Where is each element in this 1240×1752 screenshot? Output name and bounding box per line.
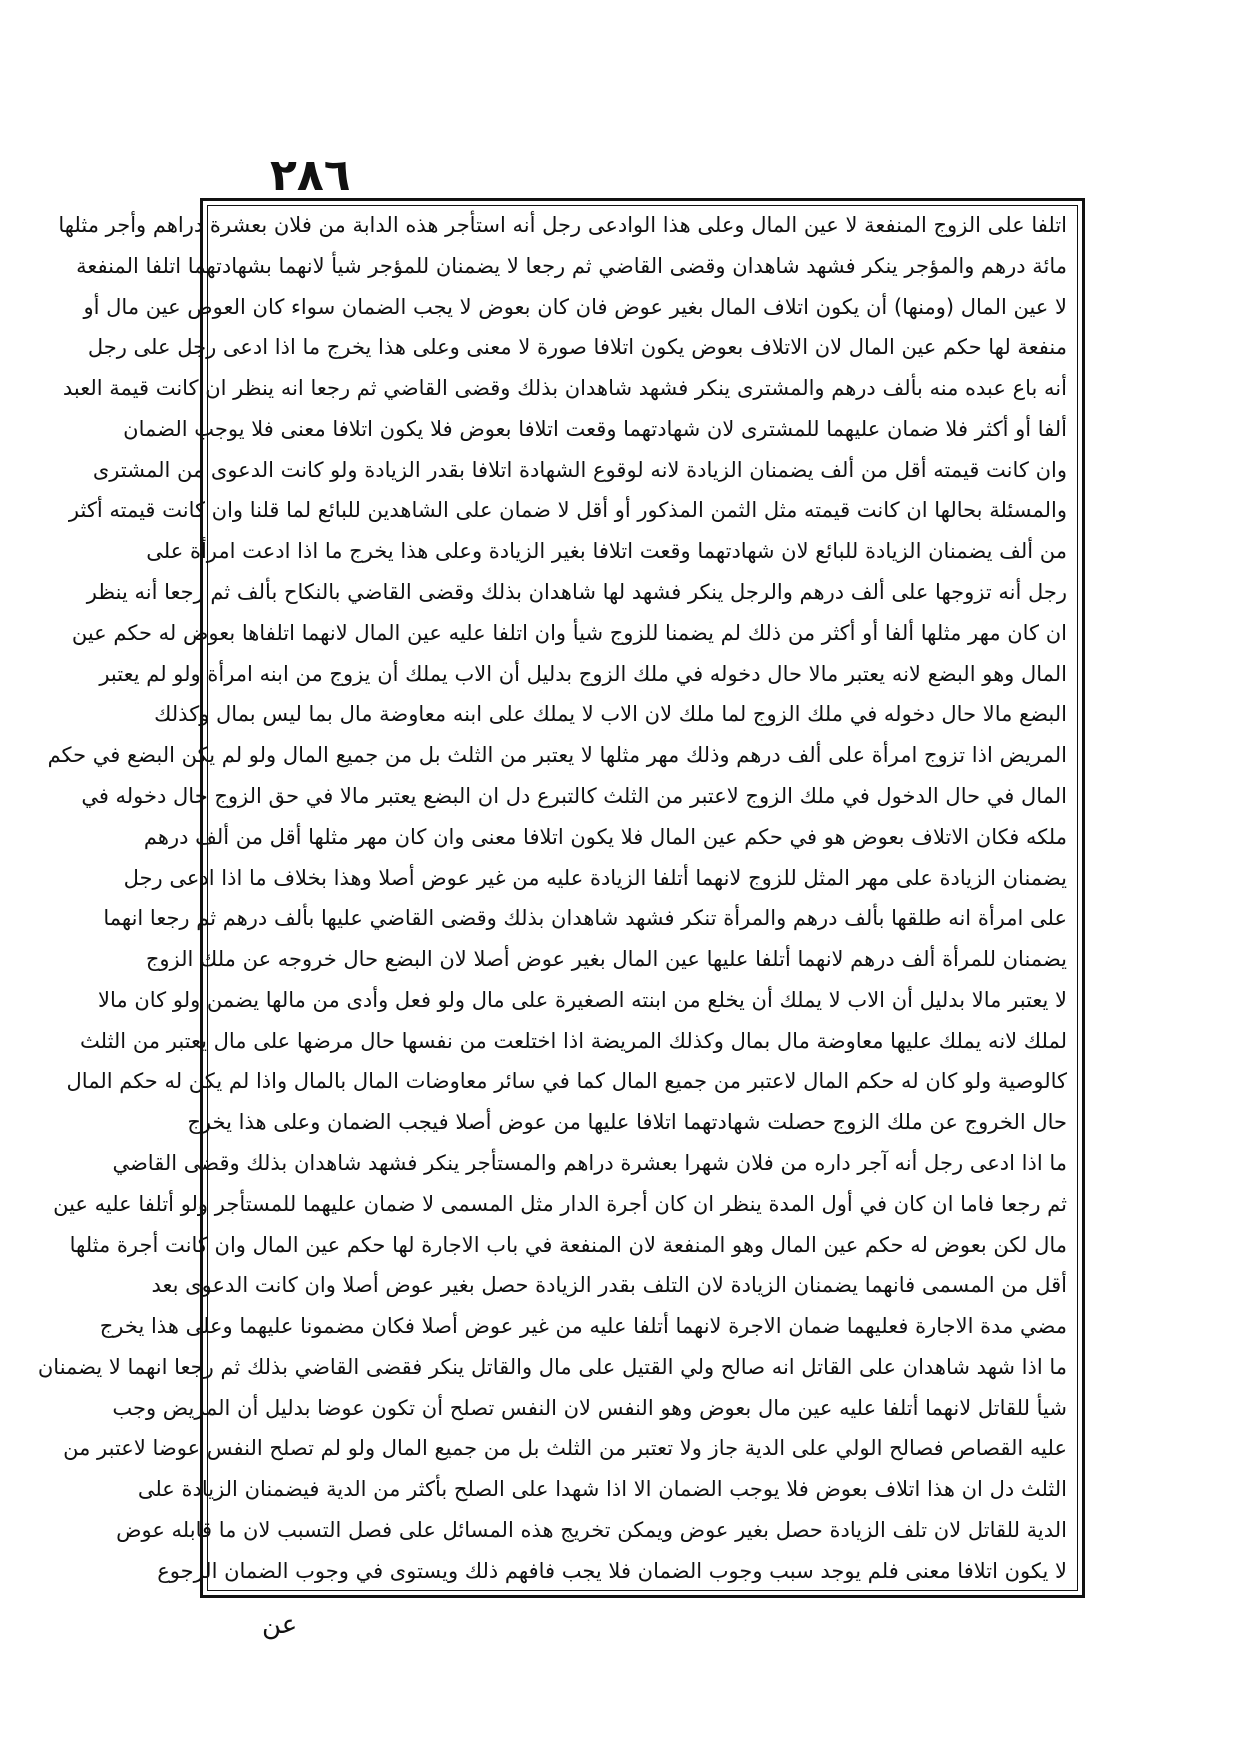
text-line: أنه باع عبده منه بألف درهم والمشترى ينكر فشهد شاهدان بذلك وقضى القاضي ثم رجعا انه ينظر ان كانت قيمة العبد (62, 376, 1067, 401)
text-line: الدية للقاتل لان تلف الزيادة حصل بغير عوض ويمكن تخريج هذه المسائل على فصل التسبب لان ما قابله عوض (116, 1518, 1067, 1542)
text-line: لا يعتبر مالا بدليل أن الاب لا يملك أن يخلع من ابنته الصغيرة على مال ولو فعل وأدى من مالها يضمن ولو كان مالا (98, 987, 1067, 1012)
text-line: مال لكن بعوض له حكم عين المال وهو المنفعة لان المنفعة في باب الاجارة لها حكم عين المال وان كانت أجرة مثلها (69, 1232, 1067, 1257)
text-line: ان كان مهر مثلها ألفا أو أكثر من ذلك لم يضمنا للزوج شيأ وان اتلفا عليه عين المال لانهما اتلفاها بعوض له حكم عين (71, 620, 1067, 645)
text-line: منفعة لها حكم عين المال لان الاتلاف بعوض يكون اتلافا صورة لا معنى وعلى هذا يخرج ما اذا ادعى رجل على رجل (87, 335, 1067, 360)
text-line: المال وهو البضع لانه يعتبر مالا حال دخوله في ملك الزوج بدليل أن الاب يملك أن يزوج من ابنه امرأة ولو لم يعتبر (99, 661, 1067, 686)
text-line: ألفا أو أكثر فلا ضمان عليهما للمشترى لان شهادتهما وقعت اتلافا بعوض فلا يكون اتلافا معنى فلا يوجب الضمان (123, 416, 1067, 441)
text-frame (37, 198, 1085, 1598)
text-line: الثلث دل ان هذا اتلاف بعوض فلا يوجب الضمان الا اذا شهدا على الصلح بأكثر من الدية فيضمنان الزيادة على (137, 1477, 1067, 1502)
text-line: يضمنان للمرأة ألف درهم لانهما أتلفا عليها عين المال بغير عوض أصلا لان البضع حال خروجه عن ملك الزوج (145, 947, 1067, 972)
text-line: ما اذا ادعى رجل أنه آجر داره من فلان شهرا بعشرة دراهم والمستأجر ينكر فشهد شاهدان بذلك وقضى القاضي (112, 1150, 1067, 1175)
text-line: رجل أنه تزوجها على ألف درهم والرجل ينكر فشهد لها شاهدان بذلك وقضى القاضي بالنكاح بألف ثم رجعا أنه ينظر (86, 580, 1067, 605)
text-line: البضع مالا حال دخوله في ملك الزوج لما ملك لان الاب لا يملك على ابنه معاوضة مال بما ليس بمال وكذلك (154, 702, 1067, 727)
text-line: أقل من المسمى فانهما يضمنان الزيادة لان التلف بقدر الزيادة حصل بغير عوض أصلا وان كانت الدعوى بعد (151, 1273, 1067, 1298)
text-line: كالوصية ولو كان له حكم المال لاعتبر من جميع المال كما في سائر معاوضات المال بالمال واذا لم يكن له حكم المال (66, 1069, 1067, 1094)
text-line: حال الخروج عن ملك الزوج حصلت شهادتهما اتلافا عليها من عوض أصلا فيجب الضمان وعلى هذا يخرج (187, 1110, 1067, 1135)
text-line: وان كانت قيمته أقل من ألف يضمنان الزيادة لانه لوقوع الشهادة اتلافا بقدر الزيادة ولو كانت الدعوى من المشترى (92, 457, 1067, 482)
text-line: مائة درهم والمؤجر ينكر فشهد شاهدان وقضى القاضي ثم رجعا لا يضمنان للمؤجر شيأ لانهما بشهادتهما اتلفا المنفعة (76, 253, 1067, 278)
catchword: عن (262, 1610, 298, 1640)
text-line: المريض اذا تزوج امرأة على ألف درهم وذلك مهر مثلها لا يعتبر من الثلث بل من جميع المال ولو لم يكن البضع في حكم (47, 743, 1067, 768)
text-line: على امرأة انه طلقها بألف درهم والمرأة تنكر فشهد شاهدان بذلك وقضى القاضي عليها بألف درهم ثم رجعا انهما (103, 906, 1067, 931)
text-line: اتلفا على الزوج المنفعة لا عين المال وعلى هذا الوادعى رجل أنه استأجر هذه الدابة من فلان بعشرة دراهم وأجر مثلها (58, 213, 1067, 237)
text-line: ملكه فكان الاتلاف بعوض هو في حكم عين المال فلا يكون اتلافا معنى وان كان مهر مثلها أقل من ألف درهم (143, 824, 1067, 849)
text-line: مضي مدة الاجارة فعليهما ضمان الاجرة لانهما أتلفا عليه من غير عوض أصلا فكان مضمونا عليهما وعلى هذا يخرج (99, 1314, 1067, 1339)
body-text (37, 210, 1067, 1586)
text-line: شيأ للقاتل لانهما أتلفا عليه عين مال بعوض وهو النفس لان النفس تصلح أن تكون عوضا بدليل أن المريض وجب (112, 1395, 1067, 1420)
page-number: ٢٨٦ (270, 150, 351, 201)
text-line: لا يكون اتلافا معنى فلم يوجد سبب وجوب الضمان فلا يجب فافهم ذلك ويستوى في وجوب الضمان الرجوع (157, 1558, 1067, 1583)
text-line: ثم رجعا فاما ان كان في أول المدة ينظر ان كان أجرة الدار مثل المسمى لا ضمان عليهما للمستأجر ولو أتلفا عليه عين (53, 1191, 1067, 1216)
text-line: المال في حال الدخول في ملك الزوج لاعتبر من الثلث كالتبرع دل ان البضع يعتبر مالا في حق الزوج حال دخوله في (81, 783, 1067, 808)
text-line: لملك لانه يملك عليها معاوضة مال بمال وكذلك المريضة اذا اختلعت من نفسها حال مرضها على مال يعتبر من الثلث (80, 1028, 1067, 1053)
text-frame-inner-border (37, 205, 1078, 1591)
text-line: ما اذا شهد شاهدان على القاتل انه صالح ولي القتيل على مال والقاتل ينكر فقضى القاضي بذلك ثم رجعا انهما لا يضمنان (37, 1354, 1067, 1379)
text-line: عليه القصاص فصالح الولي على الدية جاز ولا تعتبر من الثلث بل من جميع المال ولو لم تصلح النفس عوضا لاعتبر من (63, 1436, 1067, 1461)
text-line: لا عين المال (ومنها) أن يكون اتلاف المال بغير عوض فان كان بعوض لا يجب الضمان سواء كان العوض عين مال أو (83, 294, 1067, 319)
text-line: من ألف يضمنان الزيادة للبائع لان شهادتهما وقعت اتلافا بغير الزيادة وعلى هذا يخرج ما اذا ادعت امرأة على (146, 539, 1067, 564)
text-line: يضمنان الزيادة على مهر المثل للزوج لانهما أتلفا الزيادة عليه من غير عوض أصلا وهذا بخلاف ما اذا ادعى رجل (123, 865, 1067, 890)
text-line: والمسئلة بحالها ان كانت قيمته مثل الثمن المذكور أو أقل لا ضمان على الشاهدين للبائع لما قلنا وان كانت قيمته أكثر (68, 498, 1067, 523)
